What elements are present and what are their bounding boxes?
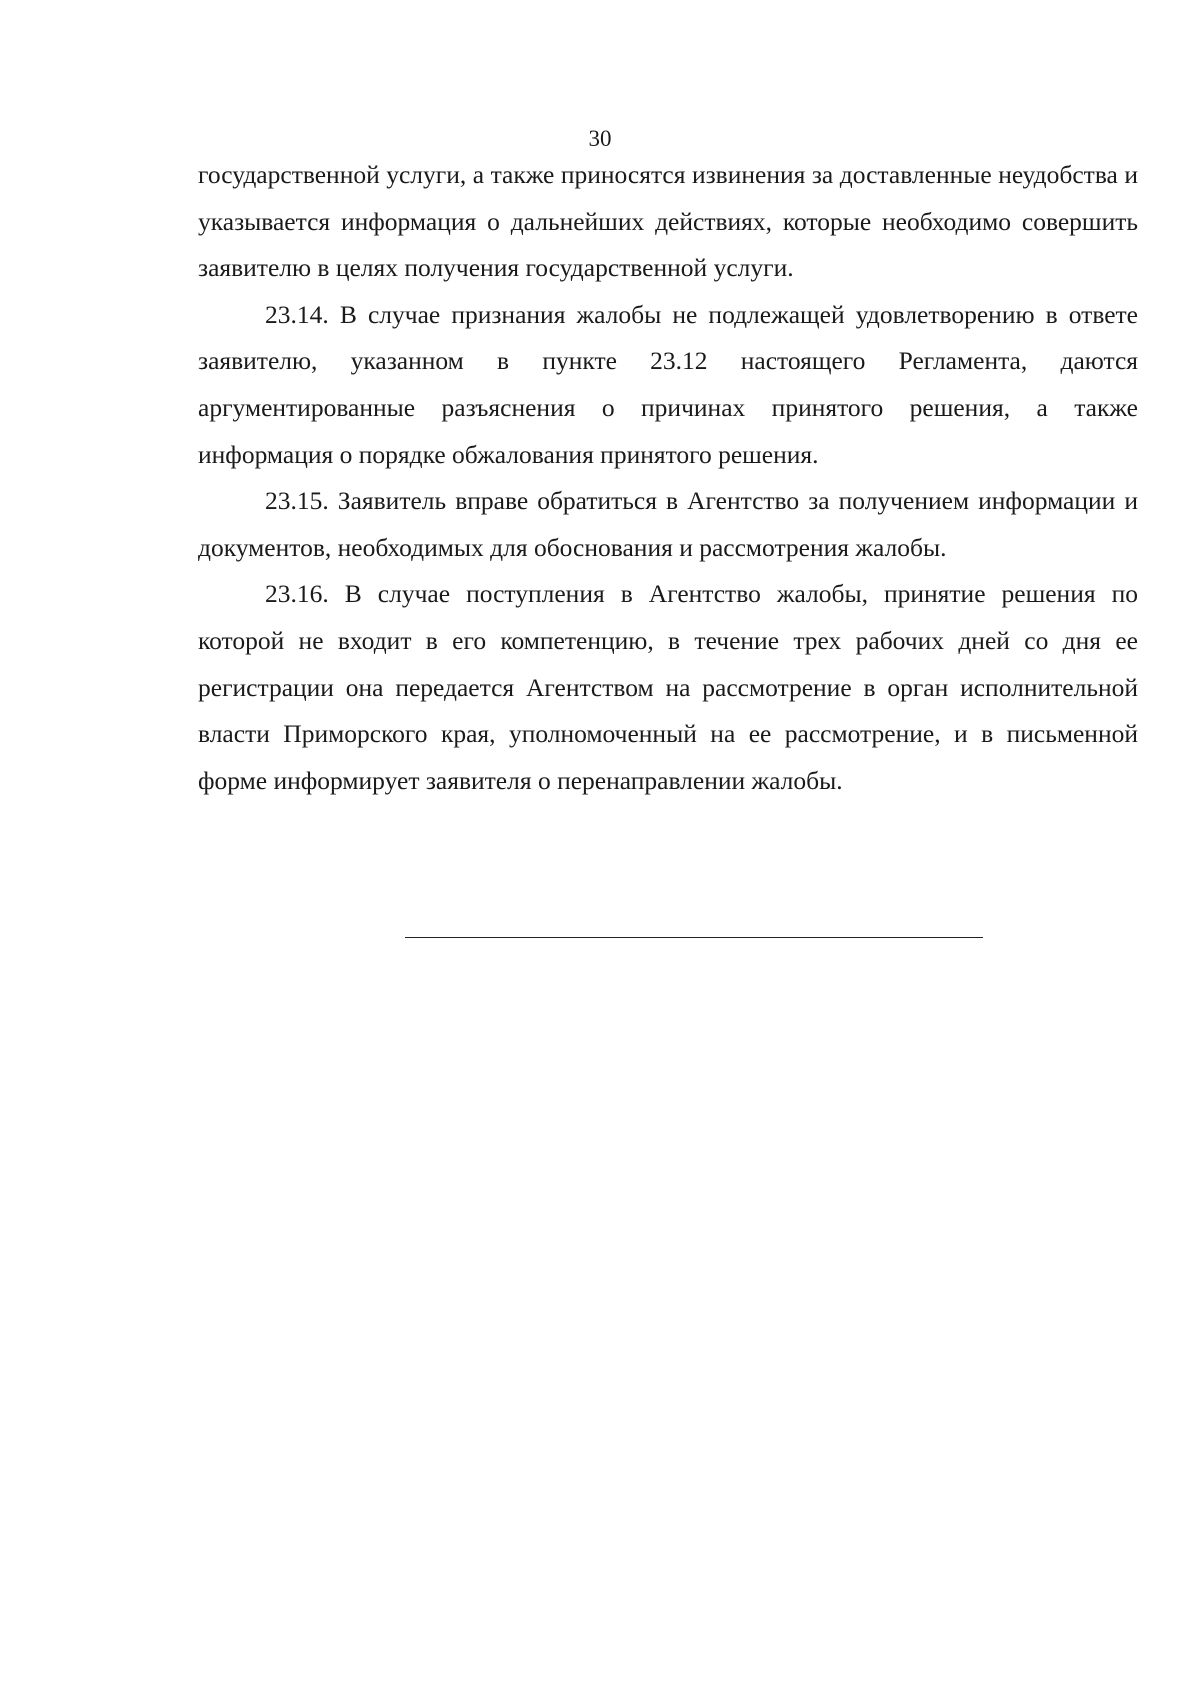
paragraph-23-16: 23.16. В случае поступления в Агентство жалобы, принятие решения по которой не входит в его компетенцию, в течение трех рабочих дней со дня ее регистрации она передается Агентством на рассмотрение в орган исполнительной власти Приморского края, уполномоченный на ее рассмотрение, и в письменной форме информирует заявителя о перенаправлении жалобы. [198, 579, 1138, 795]
paragraph-23-14: 23.14. В случае признания жалобы не подлежащей удовлетворению в ответе заявителю, указанном в пункте 23.12 настоящего Регламента, даются аргументированные разъяснения о причинах принятого решения, а также информация о порядке обжалования принятого решения. [198, 299, 1138, 469]
paragraph-23-15: 23.15. Заявитель вправе обратиться в Агентство за получением информации и документов, необходимых для обоснования и рассмотрения жалобы. [198, 486, 1138, 562]
page-number: 30 [588, 126, 612, 151]
document-body [198, 152, 1138, 804]
paragraph-continuation: государственной услуги, а также приносятся извинения за доставленные неудобства и указывается информация о дальнейших действиях, которые необходимо совершить заявителю в целях получения государственной услуги. [198, 160, 1138, 283]
end-of-document-rule [405, 937, 983, 938]
